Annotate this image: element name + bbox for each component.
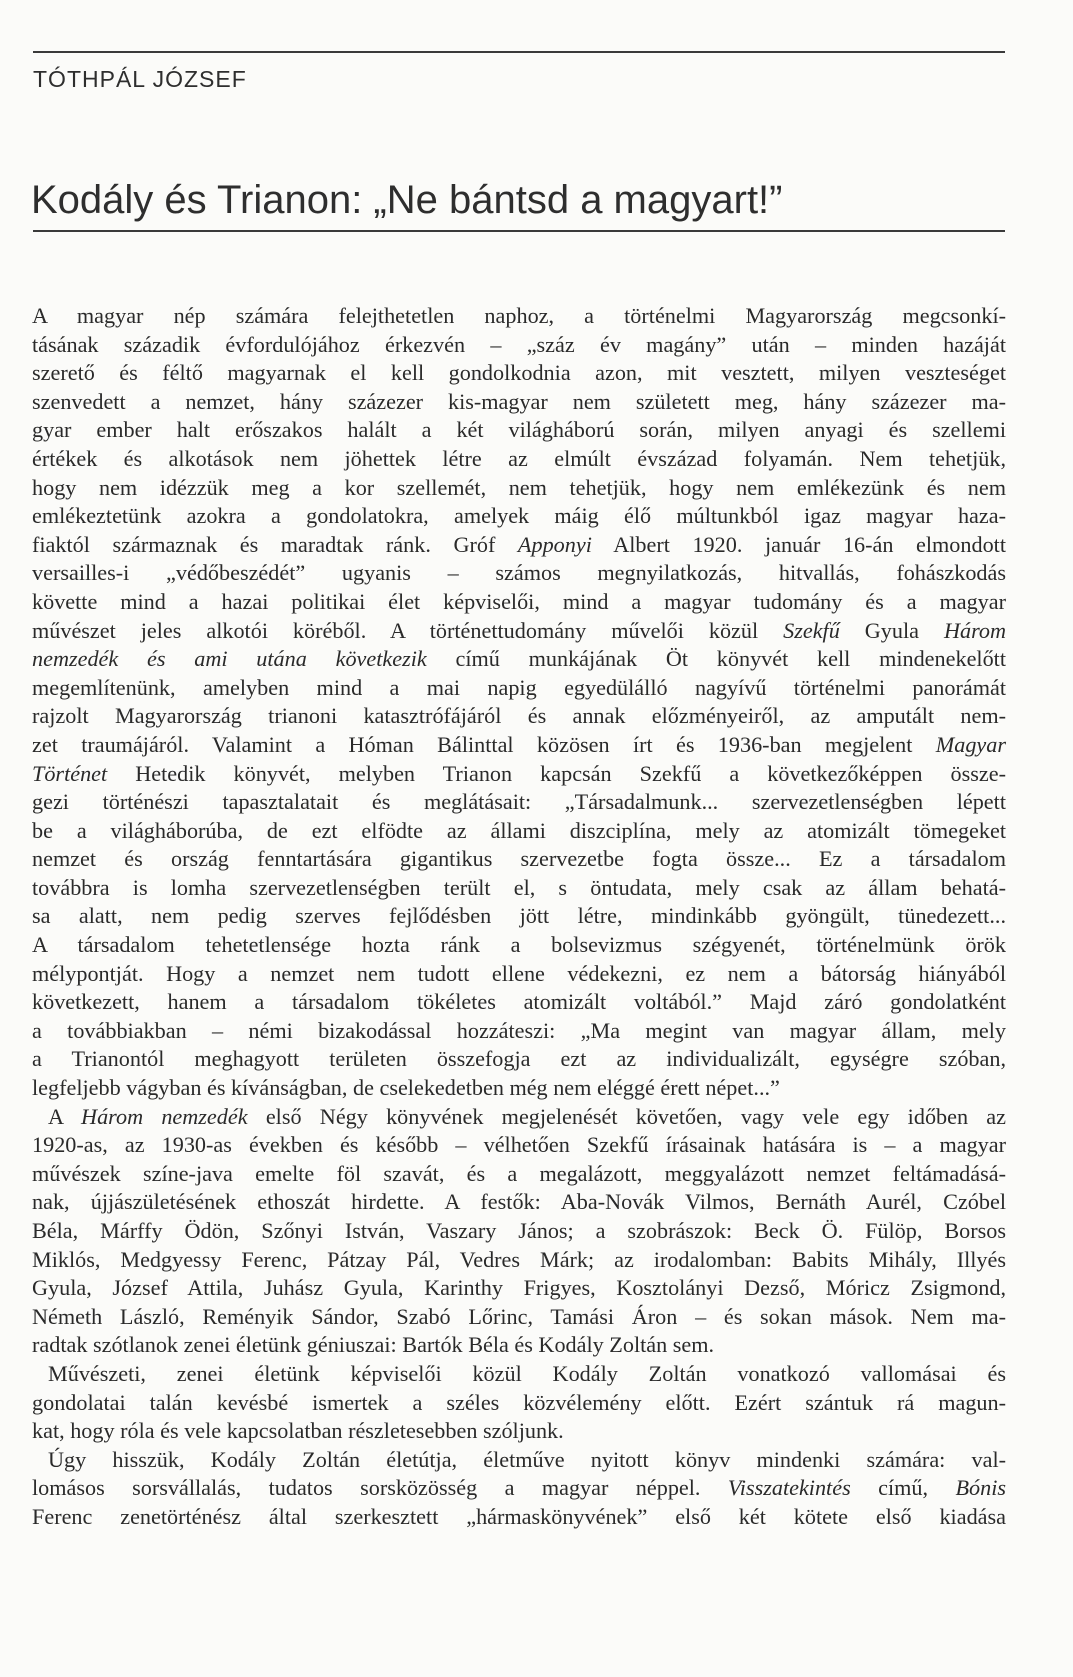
text-line: a továbbiakban – némi bizakodással hozzáteszi: „Ma megint van magyar állam, mely: [32, 1017, 1006, 1043]
text-line: Úgy hisszük, Kodály Zoltán életútja, életműve nyitott könyv mindenki számára: val-: [48, 1446, 1006, 1472]
text-line: gezi történészi tapasztalatait és meglátásait: „Társadalmunk... szervezetlenségben lépett: [32, 789, 1006, 815]
italic-name: Bónis: [955, 1475, 1006, 1501]
header-rule: [33, 51, 1005, 53]
text-line: továbbra is lomha szervezetlenségben terült el, s öntudata, mely csak az állam behatá-: [32, 874, 1006, 900]
italic-name: Apponyi: [517, 531, 592, 557]
italic-title: Három: [943, 617, 1006, 643]
title-rule: [33, 230, 1005, 232]
text-line: [32, 760, 1006, 789]
text-line: Béla, Márffy Ödön, Szőnyi István, Vaszary János; a szobrászok: Beck Ö. Fülöp, Borsos: [32, 1218, 1006, 1243]
text-line: Művészeti, zenei életünk képviselői közül Kodály Zoltán vonatkozó vallomásai és: [48, 1360, 1006, 1386]
text-line: nak, újjászületésének ethoszát hirdette. A festők: Aba-Novák Vilmos, Bernáth Aurél, Czóbel: [32, 1189, 1006, 1215]
text-line: gyar ember halt erőszakos halált a két világháború során, milyen anyagi és szellemi: [32, 417, 1006, 443]
text-line: Gyula, József Attila, Juhász Gyula, Karinthy Frigyes, Kosztolányi Dezső, Móricz Zsigmond,: [32, 1275, 1006, 1301]
text-line: szenvedett a nemzet, hány százezer kis-magyar nem született meg, hány százezer ma-: [32, 388, 1006, 414]
text-line: 1920-as, az 1930-as években és később – vélhetően Szekfű írásainak hatására is – a magyar: [32, 1132, 1006, 1158]
italic-name: Szekfű: [783, 617, 840, 643]
text-span: Gyula: [839, 617, 944, 643]
text-span: lomásos sorsvállalás, tudatos sorsközösség a magyar néppel.: [32, 1475, 728, 1501]
text-span: című munkájának Öt könyvét kell mindenekelőtt: [426, 646, 1007, 672]
text-line: követte mind a hazai politikai élet képviselői, mind a magyar tudomány és a magyar: [32, 588, 1006, 614]
text-line: kat, hogy róla és vele kapcsolatban részletesebben szóljunk.: [32, 1418, 564, 1444]
text-line: gondolatai talán kevésbé ismertek a széles közvélemény előtt. Ezért szántuk rá magun-: [32, 1389, 1006, 1415]
text-line: [32, 1103, 1006, 1132]
italic-title: Három nemzedék: [81, 1103, 248, 1129]
text-span: Hetedik könyvét, melyben Trianon kapcsán Szekfű a következőképpen össze-: [107, 760, 1006, 786]
italic-title: Történet: [32, 760, 108, 786]
text-span: zet traumájáról. Valamint a Hóman Bálinttal közösen írt és 1936-ban megjelent: [32, 731, 936, 757]
text-line: a Trianontól meghagyott területen összefogja ezt az individualizált, egységre szóban,: [32, 1046, 1006, 1072]
text-line: legfeljebb vágyban és kívánságban, de cselekedetben még nem eléggé érett népet...”: [32, 1075, 780, 1101]
text-line: Miklós, Medgyessy Ferenc, Pátzay Pál, Vedres Márk; az irodalomban: Babits Mihály, Illyés: [32, 1246, 1006, 1272]
text-line: nemzet és ország fenntartására gigantikus szervezetbe fogta össze... Ez a társadalom: [32, 846, 1006, 872]
text-line: [32, 645, 1006, 674]
paragraph-4: [32, 1446, 1006, 1532]
italic-title: nemzedék és ami utána következik: [32, 646, 427, 672]
text-line: hogy nem idézzük meg a kor szellemét, nem tehetjük, hogy nem emlékezünk és nem: [32, 474, 1006, 500]
article-body: [32, 302, 1006, 1532]
text-line: Németh László, Reményik Sándor, Szabó Lőrinc, Tamási Áron – és sokan mások. Nem ma-: [32, 1303, 1006, 1329]
italic-title: Visszatekintés: [727, 1475, 851, 1501]
text-line: szerető és féltő magyarnak el kell gondolkodnia azon, mit vesztett, milyen veszteséget: [32, 360, 1006, 386]
text-line: radtak szótlanok zenei életünk géniuszai: Bartók Béla és Kodály Zoltán sem.: [32, 1332, 715, 1358]
paragraph-1: [32, 302, 1006, 1103]
text-span: A: [48, 1103, 82, 1129]
text-line: sa alatt, nem pedig szerves fejlődésben jött létre, mindinkább gyöngült, tünedezett...: [32, 903, 1006, 929]
text-span: első Négy könyvének megjelenését követően, vagy vele egy időben az: [247, 1103, 1007, 1129]
text-line: megemlítenünk, amelyben mind a mai napig egyedülálló nagyívű történelmi panorámát: [32, 674, 1006, 700]
text-line: [32, 731, 1006, 760]
text-line: A magyar nép számára felejthetetlen naphoz, a történelmi Magyarország megcsonkí-: [32, 303, 1006, 328]
text-line: [32, 531, 1006, 560]
text-line: [32, 617, 1006, 646]
author-name: TÓTHPÁL JÓZSEF: [33, 66, 247, 92]
text-line: be a világháborúba, de ezt elfödte az állami diszciplína, mely az atomizált tömegeket: [32, 817, 1006, 843]
text-line: [32, 1474, 1006, 1503]
text-line: versailles-i „védőbeszédét” ugyanis – számos megnyilatkozás, hitvallás, fohászkodás: [32, 560, 1006, 586]
text-line: emlékeztetünk azokra a gondolatokra, amelyek máig élő múltunkból igaz magyar haza-: [32, 503, 1006, 529]
text-line: tásának századik évfordulójához érkezvén – „száz év magány” után – minden hazáját: [32, 331, 1006, 357]
paragraph-2: [32, 1103, 1006, 1360]
text-line: következett, hanem a társadalom tökéletes atomizált voltából.” Majd záró gondolatként: [32, 989, 1006, 1015]
text-line: mélypontját. Hogy a nemzet nem tudott ellene védekezni, ez nem a bátorság hiányából: [32, 960, 1006, 986]
text-span: című,: [850, 1475, 956, 1501]
text-span: fiaktól származnak és maradtak ránk. Gróf: [32, 531, 518, 557]
italic-title: Magyar: [935, 731, 1006, 757]
text-span: művészet jeles alkotói köréből. A történettudomány művelői közül: [32, 617, 784, 643]
text-span: Albert 1920. január 16-án elmondott: [591, 531, 1007, 557]
text-line: Ferenc zenetörténész által szerkesztett „hármaskönyvének” első két kötete első kiadása: [32, 1503, 1006, 1529]
text-line: értékek és alkotások nem jöhettek létre az elmúlt évszázad folyamán. Nem tehetjük,: [32, 445, 1006, 471]
article-title: Kodály és Trianon: „Ne bántsd a magyart!”: [31, 178, 783, 222]
text-line: rajzolt Magyarország trianoni katasztrófájáról és annak előzményeiről, az amputált nem-: [32, 703, 1006, 729]
paragraph-3: [32, 1360, 1006, 1446]
text-line: A társadalom tehetetlensége hozta ránk a bolsevizmus szégyenét, történelmünk örök: [32, 932, 1006, 958]
text-line: művészek színe-java emelte föl szavát, és a megalázott, meggyalázott nemzet feltámadásá-: [32, 1160, 1006, 1186]
